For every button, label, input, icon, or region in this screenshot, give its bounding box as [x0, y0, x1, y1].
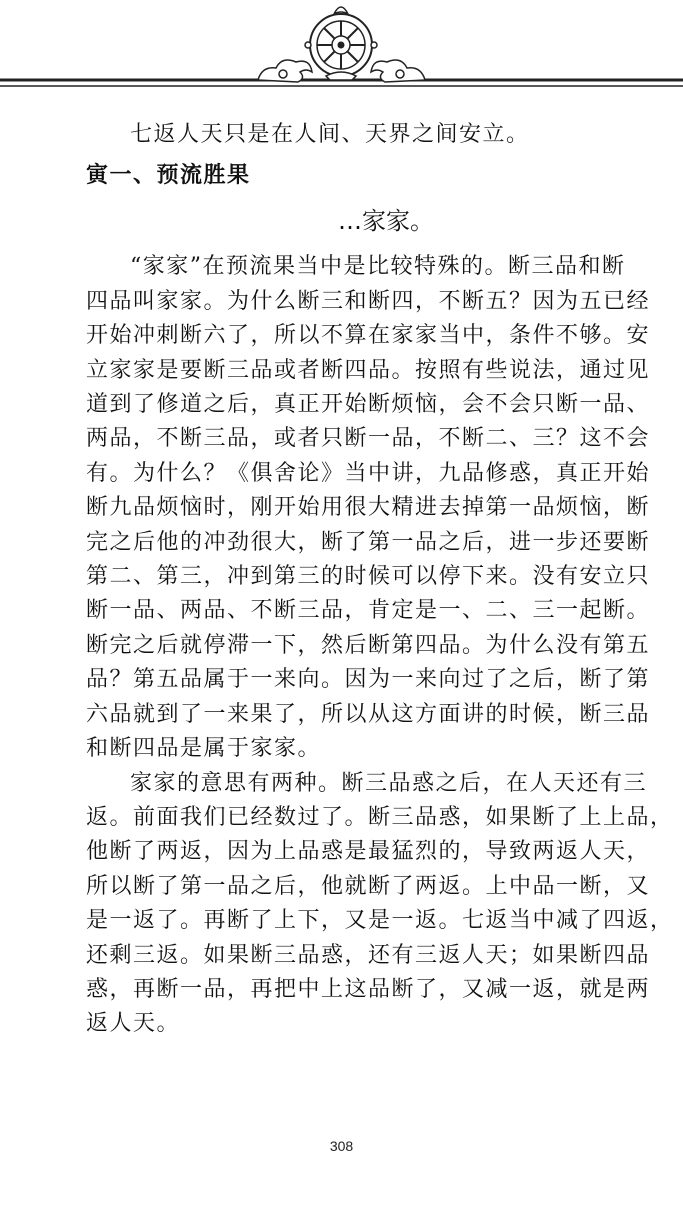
- paragraph-line: 立家家是要断三品或者断四品。按照有些说法，通过见: [86, 357, 651, 383]
- paragraph-line: 有。为什么？《俱舍论》当中讲，九品修惑，真正开始: [86, 460, 651, 486]
- paragraph-line: 他断了两返，因为上品惑是最猛烈的，导致两返人天，: [86, 839, 651, 865]
- paragraph-line: 断完之后就停滞一下，然后断第四品。为什么没有第五: [86, 632, 651, 658]
- paragraph-line: “家家”在预流果当中是比较特殊的。断三品和断: [130, 254, 626, 280]
- page-number: 308: [329, 1138, 354, 1154]
- page-header-ornament: [0, 0, 683, 100]
- paragraph-line: 所以断了第一品之后，他就断了两返。上中品一断，又: [86, 873, 651, 899]
- paragraph-line: 六品就到了一来果了，所以从这方面讲的时候，断三品: [86, 701, 651, 727]
- paragraph-1: [86, 250, 651, 766]
- section-heading: 寅一、预流胜果: [86, 162, 251, 189]
- paragraph-line: 开始冲刺断六了，所以不算在家家当中，条件不够。安: [86, 323, 651, 349]
- paragraph-line: 断一品、两品、不断三品，肯定是一、二、三一起断。: [86, 598, 651, 624]
- paragraph-line: 还剩三返。如果断三品惑，还有三返人天；如果断四品: [86, 942, 651, 968]
- paragraph-line: 家家的意思有两种。断三品惑之后，在人天还有三: [130, 770, 648, 796]
- subheading: …家家。: [338, 207, 434, 236]
- paragraph-line: 品？第五品属于一来向。因为一来向过了之后，断了第: [86, 667, 651, 693]
- paragraph-line: 和断四品是属于家家。: [86, 736, 322, 762]
- paragraph-line: 四品叫家家。为什么断三和断四，不断五？因为五已经: [86, 288, 651, 314]
- paragraph-line: 第二、第三，冲到第三的时候可以停下来。没有安立只: [86, 564, 651, 590]
- paragraph-line: 断九品烦恼时，刚开始用很大精进去掉第一品烦恼，断: [86, 495, 651, 521]
- page-body: [86, 118, 674, 1042]
- paragraph-line: 完之后他的冲劲很大，断了第一品之后，进一步还要断: [86, 529, 651, 555]
- paragraph-line: 惑，再断一品，再把中上这品断了，又减一返，就是两: [86, 976, 651, 1002]
- paragraph-line: 返。前面我们已经数过了。断三品惑，如果断了上上品，: [86, 804, 674, 830]
- paragraph-2: [86, 767, 674, 1042]
- paragraph-line: 是一返了。再断了上下，又是一返。七返当中减了四返，: [86, 908, 674, 934]
- dharma-wheel-icon: [0, 0, 683, 100]
- intro-line: 七返人天只是在人间、天界之间安立。: [130, 122, 530, 147]
- paragraph-line: 道到了修道之后，真正开始断烦恼，会不会只断一品、: [86, 392, 651, 418]
- paragraph-line: 返人天。: [86, 1011, 181, 1037]
- paragraph-line: 两品，不断三品，或者只断一品，不断二、三？这不会: [86, 426, 651, 452]
